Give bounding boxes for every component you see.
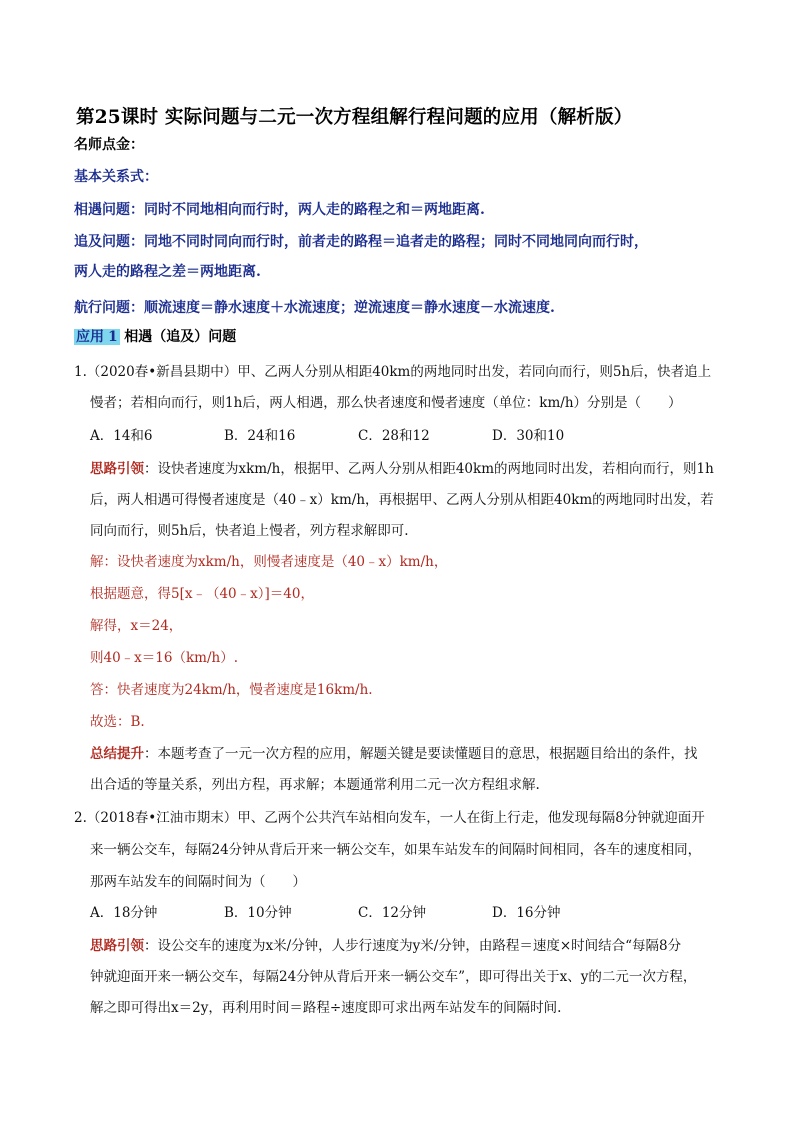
meet-problem-rule: 相遇问题：同时不同地相向而行时，两人走的路程之和＝两地距离. — [74, 202, 485, 218]
q1-solution-line3: 解得，x＝24， — [90, 618, 183, 634]
q1-options — [90, 426, 626, 446]
q1-choice: 故选：B. — [90, 714, 145, 730]
q2-stem-line3: 那两车站发车的间隔时间为（ ） — [90, 874, 306, 890]
q2-stem-line1: 2.（2018春•江油市期末）甲、乙两个公共汽车站相向发车，一人在街上行走，他发现每隔8分钟就迎面开 — [74, 810, 705, 826]
q1-answer: 答：快者速度为24km/h，慢者速度是16km/h. — [90, 682, 373, 698]
q2-options — [90, 903, 626, 923]
q1-hint-label: 思路引领 — [90, 461, 144, 477]
sail-problem-rule: 航行问题：顺流速度＝静水速度＋水流速度；逆流速度＝静水速度－水流速度. — [74, 300, 555, 316]
q2-hint-label: 思路引领 — [90, 938, 144, 954]
q2-hint-line1 — [90, 936, 681, 956]
q1-solution-line4: 则40﹣x＝16（km/h）. — [90, 650, 238, 666]
q2-option-d[interactable]: D．16分钟 — [492, 905, 561, 921]
q1-hint-line2: 后，两人相遇可得慢者速度是（40﹣x）km/h，再根据甲、乙两人分别从相距40km的两地同时出发，若 — [90, 492, 714, 508]
q2-hint-text1: ：设公交车的速度为x米/分钟，人步行速度为y米/分钟，由路程＝速度×时间结合“每隔8分 — [144, 938, 682, 954]
q1-hint-line3: 同向而行，则5h后，快者追上慢者，列方程求解即可. — [90, 523, 409, 539]
q1-summary-line1 — [90, 744, 698, 764]
teacher-tips-heading: 名师点金： — [74, 137, 144, 153]
page-title: 第25课时 实际问题与二元一次方程组解行程问题的应用（解析版） — [76, 107, 633, 128]
q1-summary-label: 总结提升 — [90, 746, 144, 762]
chase-problem-rule-line1: 追及问题：同地不同时同向而行时，前者走的路程＝追者走的路程；同时不同地同向而行时， — [74, 234, 648, 250]
q1-summary-text1: ：本题考查了一元一次方程的应用，解题关键是要读懂题目的意思，根据题目给出的条件，找 — [144, 746, 698, 762]
q2-hint-line2: 钟就迎面开来一辆公交车，每隔24分钟从背后开来一辆公交车”，即可得出关于x、y的二元一次方程， — [90, 969, 697, 985]
q1-stem-line2: 慢者；若相向而行，则1h后，两人相遇，那么快者速度和慢者速度（单位：km/h）分别是（ ） — [90, 395, 682, 411]
q2-option-a[interactable]: A．18分钟 — [90, 905, 158, 921]
q1-solution-line2: 根据题意，得5[x﹣（40﹣x）]＝40， — [90, 586, 314, 602]
application-number: 1 — [108, 329, 118, 345]
chase-problem-rule-line2: 两人走的路程之差＝两地距离. — [74, 264, 261, 280]
basic-relations-heading: 基本关系式： — [74, 169, 158, 185]
q1-solution-line1: 解：设快者速度为xkm/h，则慢者速度是（40﹣x）km/h， — [90, 554, 448, 570]
q1-option-a[interactable]: A．14和6 — [90, 428, 153, 444]
q1-summary-line2: 出合适的等量关系，列出方程，再求解；本题通常利用二元一次方程组求解. — [90, 777, 540, 793]
q1-hint-text1: ：设快者速度为xkm/h，根据甲、乙两人分别从相距40km的两地同时出发，若相向而行，则1h — [144, 461, 714, 477]
q2-hint-line3: 解之即可得出x＝2y，再利用时间＝路程÷速度即可求出两车站发车的间隔时间. — [90, 1000, 562, 1016]
q1-hint-line1 — [90, 459, 714, 479]
q2-stem-line2: 来一辆公交车，每隔24分钟从背后开来一辆公交车，如果车站发车的间隔时间相同，各车的速度相同， — [90, 842, 702, 858]
q1-stem-line1: 1.（2020春•新昌县期中）甲、乙两人分别从相距40km的两地同时出发，若同向而行，则5h后，快者追上 — [74, 364, 712, 380]
application-heading — [74, 327, 236, 347]
q1-option-c[interactable]: C．28和12 — [358, 428, 430, 444]
q2-option-c[interactable]: C．12分钟 — [358, 905, 427, 921]
q1-option-b[interactable]: B．24和16 — [224, 428, 296, 444]
q2-option-b[interactable]: B．10分钟 — [224, 905, 292, 921]
q1-option-d[interactable]: D．30和10 — [492, 428, 565, 444]
application-title: 相遇（追及）问题 — [124, 329, 237, 345]
application-tag: 应用 — [76, 329, 104, 345]
